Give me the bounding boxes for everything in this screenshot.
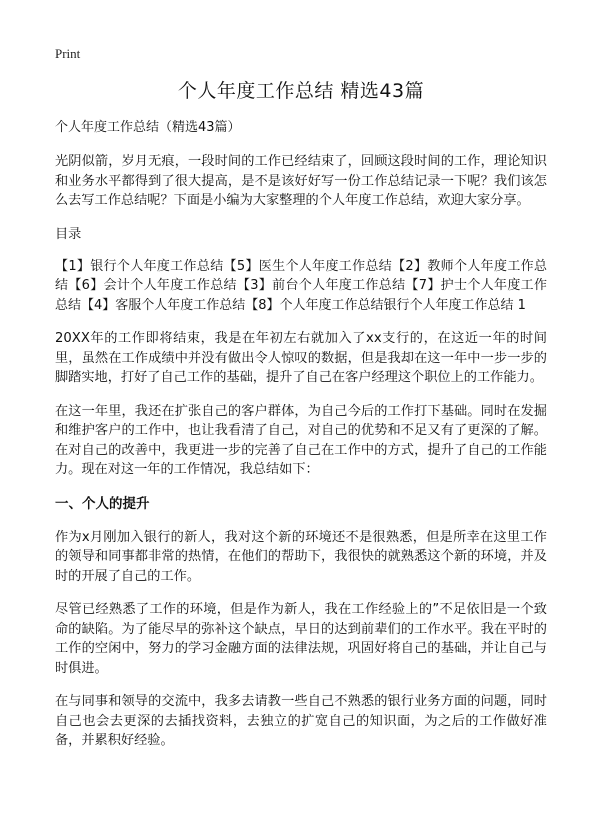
intro-paragraph: 光阴似箭，岁月无痕，一段时间的工作已经结束了，回顾这段时间的工作，理论知识和业务水平都得到了很大提高，是不是该好好写一份工作总结记录一下呢？我们该怎么去写工作总结呢？下面是小编为大家整理的个人年度工作总结，欢迎大家分享。 [55,154,547,208]
document-title: 个人年度工作总结 精选43篇 [177,80,425,102]
table-of-contents: 【1】银行个人年度工作总结【5】医生个人年度工作总结【2】教师个人年度工作总结【6】会计个人年度工作总结【3】前台个人年度工作总结【7】护士个人年度工作总结【4】客服个人年度工作总结【8】个人年度工作总结银行个人年度工作总结 1 [55,258,547,313]
body-paragraph-1: 20XX年的工作即将结束，我是在年初左右就加入了xx支行的，在这近一年的时间里，虽然在工作成绩中并没有做出令人惊叹的数据，但是我却在这一年中一步一步的脚踏实地，打好了自己工作的基础，提升了自己在客户经理这个职位上的工作能力。 [55,331,547,385]
body-paragraph-4: 尽管已经熟悉了工作的环境，但是作为新人，我在工作经验上的”不足依旧是一个致命的缺陷。为了能尽早的弥补这个缺点，早日的达到前辈们的工作水平。我在平时的工作的空闲中，努力的学习金融方面的法律法规，巩固好将自己的基础，并让自己与时俱进。 [55,602,547,676]
document-body [55,78,547,751]
document-subtitle: 个人年度工作总结（精选43篇） [55,120,241,135]
body-paragraph-2: 在这一年里，我还在扩张自己的客户群体，为自己今后的工作打下基础。同时在发掘和维护客户的工作中，也让我看清了自己，对自己的优势和不足又有了更深的了解。在对自己的改善中，我更进一步的完善了自己在工作中的方式，提升了自己的工作能力。现在对这一年的工作情况，我总结如下： [55,403,547,477]
body-paragraph-5: 在与同事和领导的交流中，我多去请教一些自己不熟悉的银行业务方面的问题，同时自己也会去更深的去插找资料，去独立的扩宽自己的知识面，为之后的工作做好准备，并累积好经验。 [55,694,547,748]
toc-heading: 目录 [55,226,82,242]
print-link[interactable]: Print [55,46,81,61]
section-heading-personal-growth: 一、个人的提升 [55,495,150,512]
body-paragraph-3: 作为x月刚加入银行的新人，我对这个新的环境还不是很熟悉，但是所幸在这里工作的领导和同事都非常的热情，在他们的帮助下，我很快的就熟悉这个新的环境，并及时的开展了自己的工作。 [55,529,547,584]
